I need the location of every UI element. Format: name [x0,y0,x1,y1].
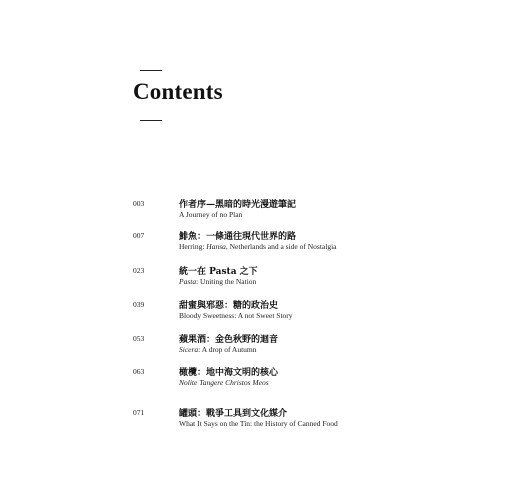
toc-chinese-title: 作者序—黑暗的時光漫遊筆記 [179,200,297,210]
toc-english-title [179,242,336,251]
toc-english-title [179,345,257,354]
toc-english-title [179,277,256,286]
toc-page-number: 053 [133,334,145,343]
toc-english-title-segment: Hansa [206,242,226,251]
toc-chinese-title: 橄欖：地中海文明的核心 [179,368,279,378]
toc-english-title-segment: Nolite Tangere Christos Meos [179,378,269,387]
toc-english-title [179,378,269,387]
toc-english-title-segment: Pasta [179,277,197,286]
toc-english-title [179,311,293,320]
toc-chinese-title: 統一在 Pasta 之下 [179,267,258,277]
toc-english-title-segment: Bloody Sweetness: A not Sweet Story [179,311,293,320]
toc-english-title-segment: Sicera [179,345,199,354]
toc-page-number: 063 [133,367,145,376]
toc-english-title-segment: : Uniting the Nation [196,277,257,286]
toc-english-title-segment: What It Says on the Tin: the History of Canned Food [179,419,338,428]
toc-english-title-segment: , Netherlands and a side of Nostalgia [225,242,337,251]
toc-page-number: 071 [133,408,145,417]
toc-chinese-title: 甜蜜與邪惡：糖的政治史 [179,301,279,311]
toc-page-number: 023 [133,266,145,275]
toc-english-title [179,210,242,219]
toc-english-title-segment: A Journey of no Plan [179,210,243,219]
toc-chinese-title: 鯡魚：一條通往現代世界的路 [179,232,297,242]
toc-page-number: 039 [133,300,145,309]
toc-page-number: 003 [133,199,145,208]
toc-page-number: 007 [133,231,145,240]
toc-chinese-title: 罐頭：戰爭工具到文化媒介 [179,409,288,419]
toc-english-title-segment: : A drop of Autumn [198,345,257,354]
page-title: Contents [133,79,223,104]
toc-english-title-segment: Herring: [179,242,207,251]
toc-chinese-title: 蘋果酒：金色秋野的迴音 [179,335,279,345]
toc-english-title [179,419,338,428]
